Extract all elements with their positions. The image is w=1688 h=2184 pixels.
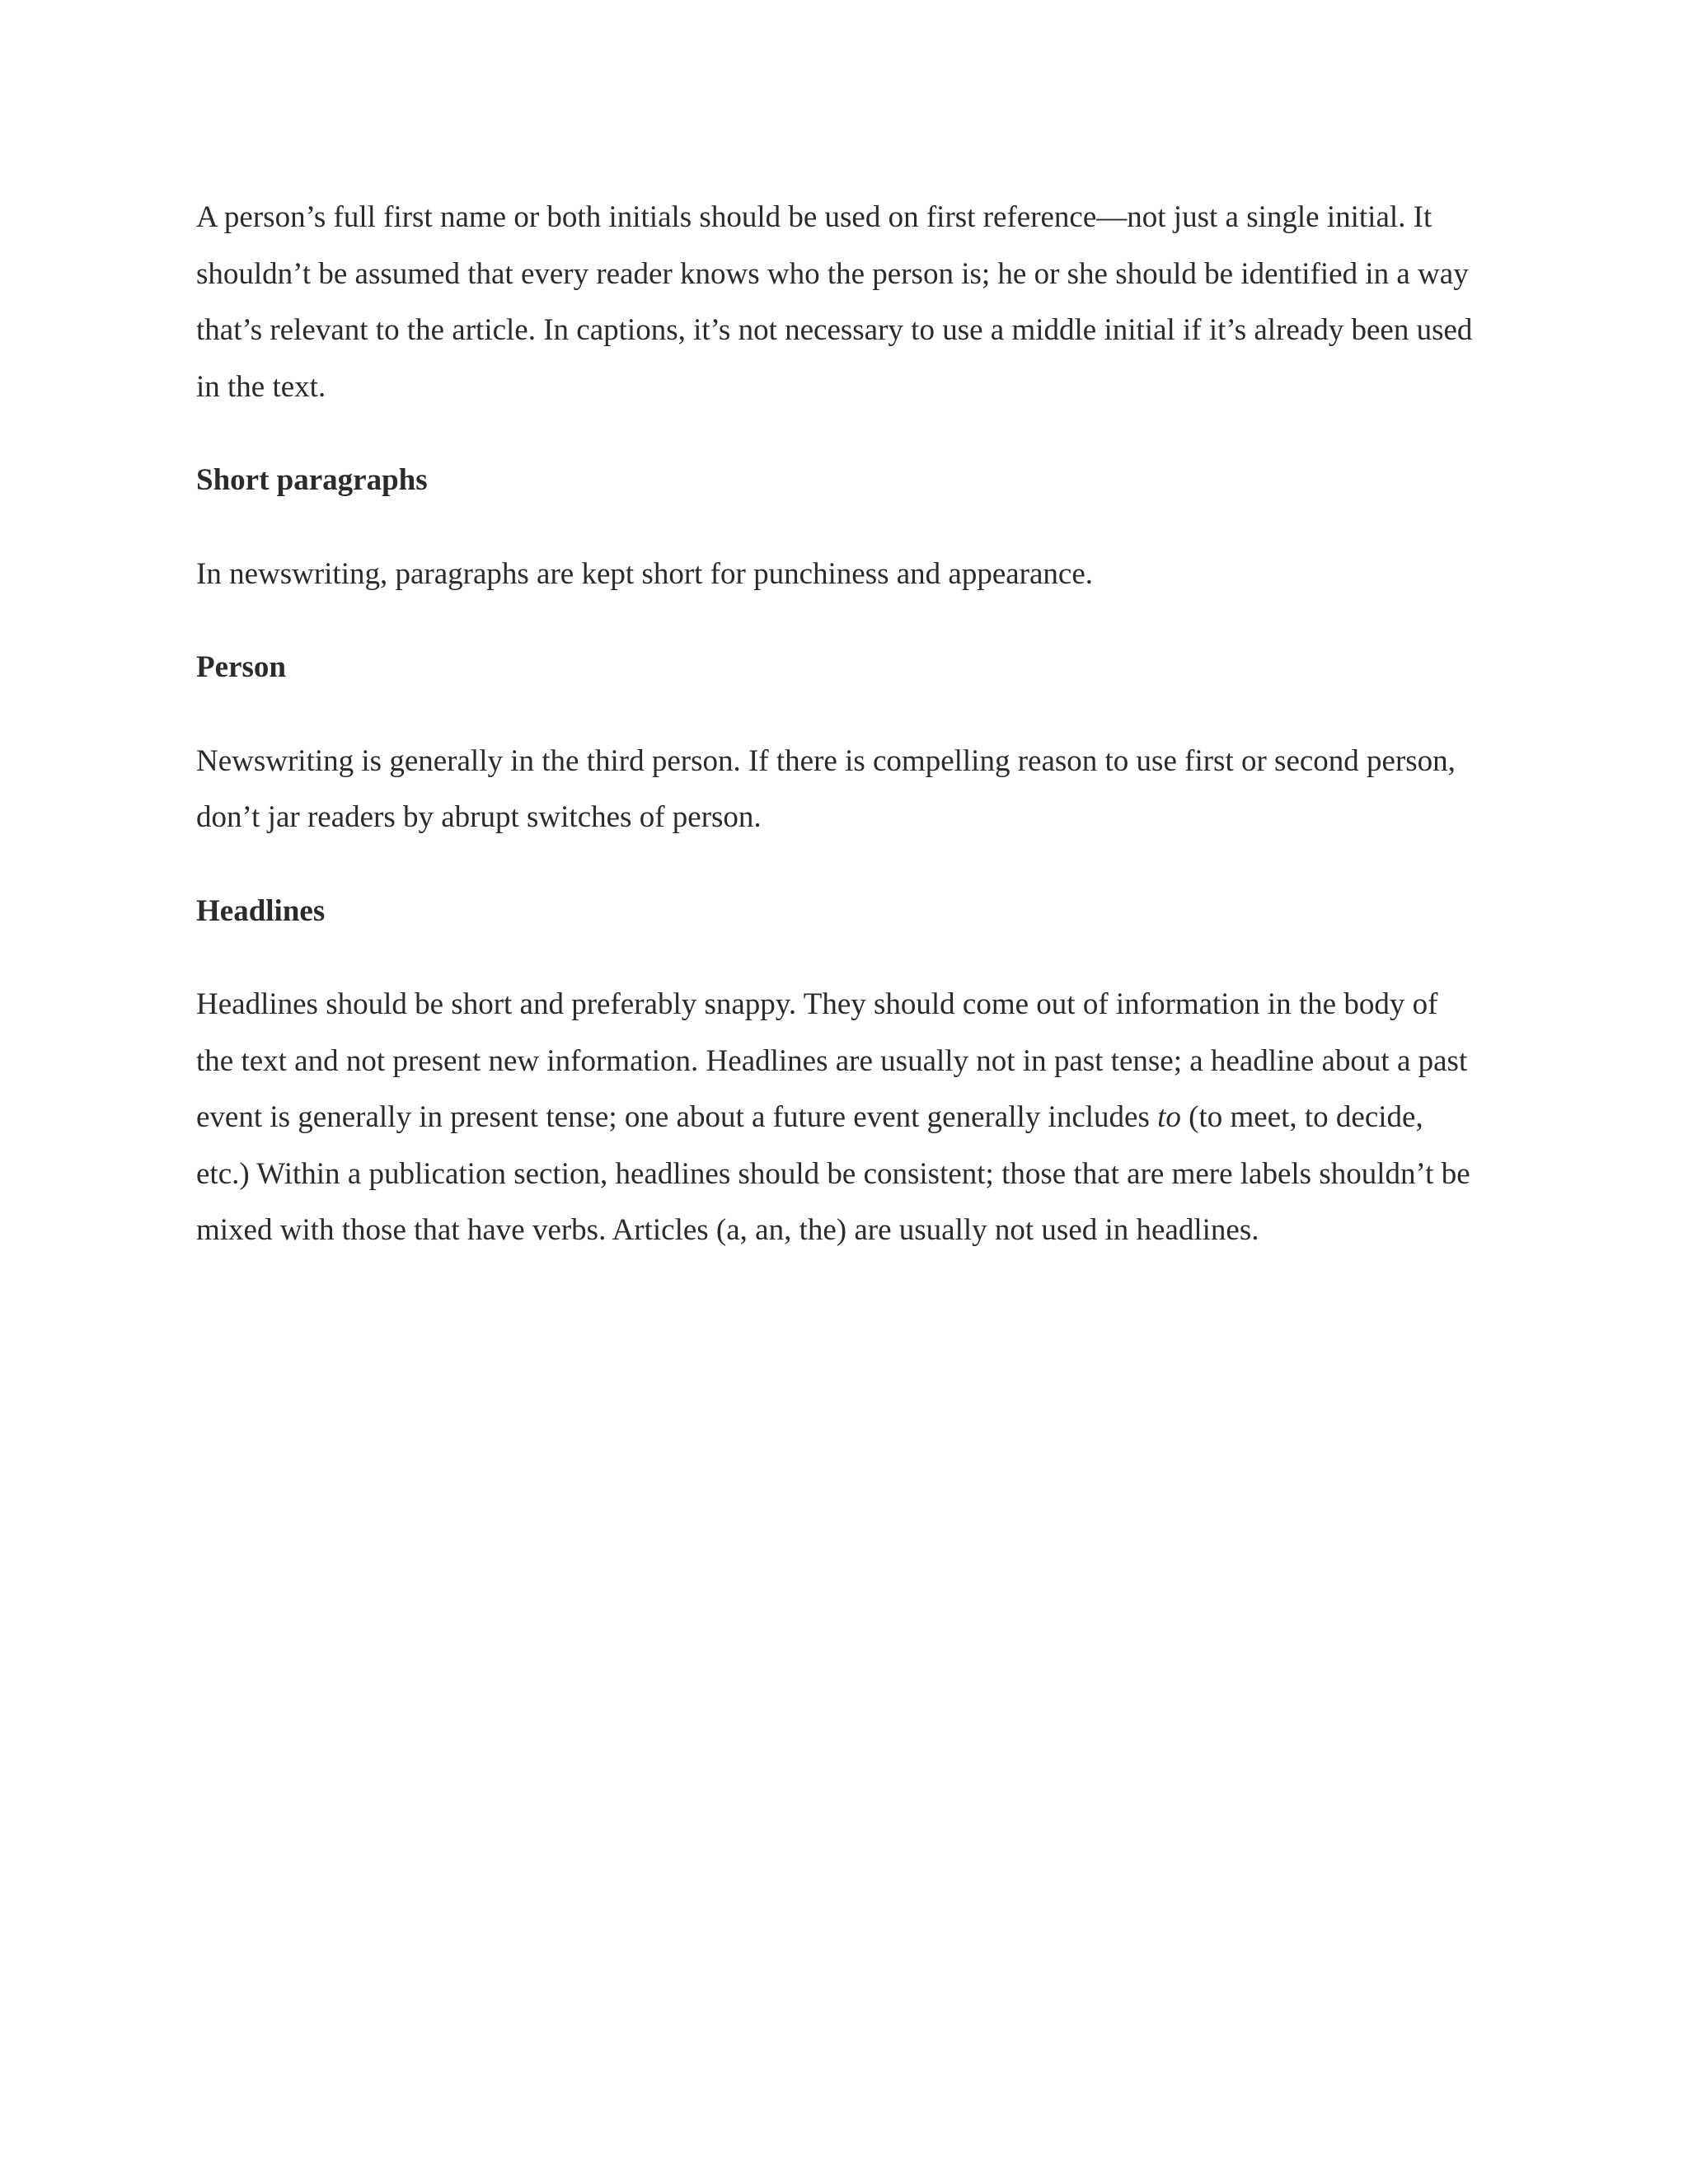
spacer bbox=[196, 940, 1482, 977]
headlines-body-emphasis: to bbox=[1157, 1100, 1181, 1134]
document-body bbox=[196, 190, 1482, 1259]
spacer bbox=[196, 602, 1482, 640]
spacer bbox=[196, 509, 1482, 546]
spacer bbox=[196, 696, 1482, 733]
heading-person: Person bbox=[196, 650, 286, 684]
intro-paragraph: A person’s full first name or both initials should be used on first reference—not just a single initial. It shouldn’t be assumed that every reader knows who the person is; he or she should be identified in a way that’s relevant to the article. In captions, it’s not necessary to use a middle initial if it’s already been used in the text. bbox=[196, 200, 1473, 404]
spacer bbox=[196, 415, 1482, 452]
headlines-body-part2: (to meet, to decide, etc.) Within a publication section, headlines should be consistent; those that are mere labels shouldn’t be mixed with those that have verbs. Articles (a, an, the) are usually not used in headlines. bbox=[196, 1100, 1470, 1247]
headlines-body-part1: Headlines should be short and preferably snappy. They should come out of information in the body of the text and not present new information. Headlines are usually not in past tense; a headline about a past event is generally in present tense; one about a future event generally includes bbox=[196, 987, 1468, 1134]
person-body: Newswriting is generally in the third person. If there is compelling reason to use first or second person, don’t jar readers by abrupt switches of person. bbox=[196, 743, 1456, 834]
headlines-body bbox=[196, 977, 1482, 1259]
short-paragraphs-body: In newswriting, paragraphs are kept short for punchiness and appearance. bbox=[196, 556, 1094, 591]
heading-headlines: Headlines bbox=[196, 893, 326, 928]
heading-short-paragraphs: Short paragraphs bbox=[196, 463, 428, 497]
spacer bbox=[196, 846, 1482, 883]
